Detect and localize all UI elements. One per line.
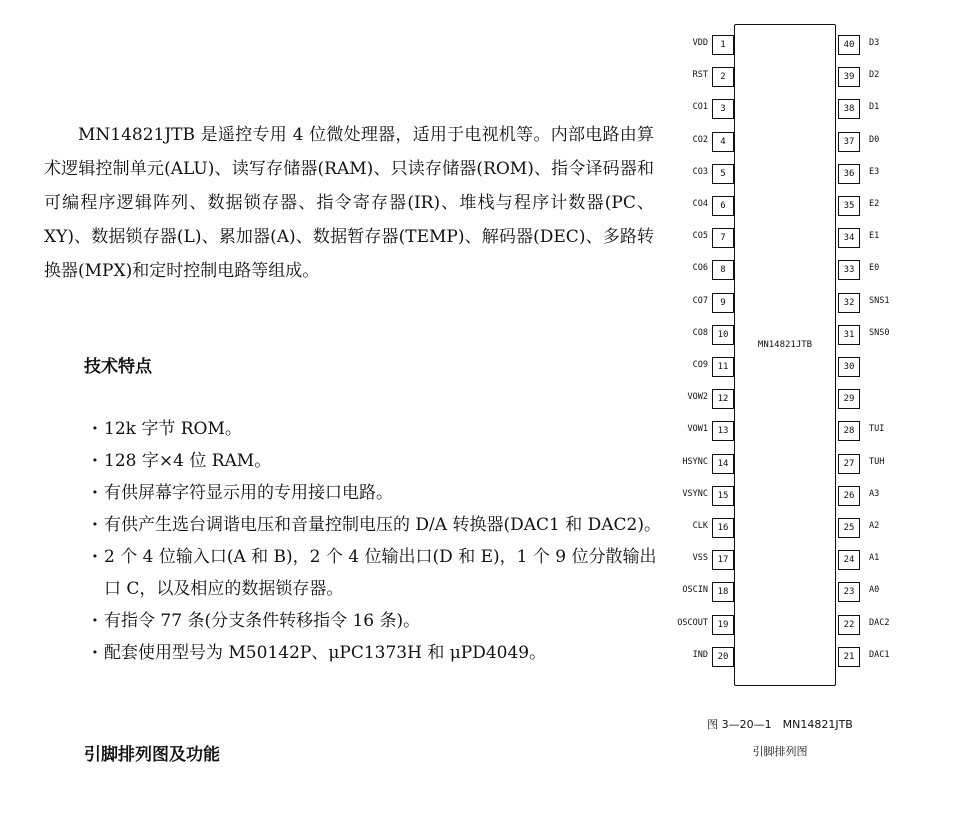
pin-name: E0 [869, 263, 880, 273]
pin-name: CO9 [692, 360, 708, 370]
pin-name: OSCIN [682, 585, 708, 595]
pin-number: 2 [712, 67, 734, 87]
figure-caption: 图 3—20—1 MN14821JTB [707, 718, 853, 731]
pin-name: CO4 [692, 199, 708, 209]
pin-number: 22 [838, 615, 860, 635]
pin-number: 16 [712, 518, 734, 538]
pin-name: A3 [869, 489, 880, 499]
pin-number: 7 [712, 228, 734, 248]
pin-name: D1 [869, 102, 880, 112]
pin-number: 28 [838, 421, 860, 441]
pin-name: CO1 [692, 102, 708, 112]
pin-number: 26 [838, 486, 860, 506]
pin-name: SNS0 [869, 328, 890, 338]
pin-name: SNS1 [869, 296, 890, 306]
pin-number: 18 [712, 582, 734, 602]
feature-item: · 有供屏幕字符显示用的专用接口电路。 [92, 477, 662, 509]
pin-name: CO3 [692, 167, 708, 177]
pin-name: VOW2 [687, 392, 708, 402]
pin-number: 20 [712, 647, 734, 667]
pin-name: VSS [692, 553, 708, 563]
pin-number: 31 [838, 325, 860, 345]
pin-number: 14 [712, 454, 734, 474]
pin-number: 35 [838, 196, 860, 216]
pin-number: 38 [838, 99, 860, 119]
pin-name: VOW1 [687, 424, 708, 434]
pin-number: 11 [712, 357, 734, 377]
pin-name: IND [692, 650, 708, 660]
pin-number: 12 [712, 389, 734, 409]
feature-item: · 配套使用型号为 M50142P、μPC1373H 和 μPD4049。 [92, 637, 662, 669]
pin-number: 40 [838, 35, 860, 55]
chip-label: MN14821JTB [757, 340, 813, 350]
pin-name: OSCOUT [677, 618, 708, 628]
pin-number: 34 [838, 228, 860, 248]
pin-number: 39 [838, 67, 860, 87]
pin-name: D3 [869, 38, 880, 48]
pin-number: 1 [712, 35, 734, 55]
pin-number: 29 [838, 389, 860, 409]
pin-number: 5 [712, 164, 734, 184]
pin-number: 8 [712, 260, 734, 280]
pin-name: CO5 [692, 231, 708, 241]
feature-item: · 2 个 4 位输入口(A 和 B)，2 个 4 位输出口(D 和 E)，1 个 9 位分散输出口 C，以及相应的数据锁存器。 [92, 541, 662, 605]
pin-number: 24 [838, 550, 860, 570]
pin-number: 27 [838, 454, 860, 474]
pin-name: TUH [869, 457, 885, 467]
section-heading-tech: 技术特点 [84, 357, 152, 377]
pin-name: HSYNC [682, 457, 708, 467]
pin-number: 30 [838, 357, 860, 377]
pin-name: DAC2 [869, 618, 890, 628]
pin-name: D0 [869, 135, 880, 145]
feature-list [92, 413, 662, 669]
pin-name: D2 [869, 70, 880, 80]
pin-number: 32 [838, 293, 860, 313]
pin-name: VDD [692, 38, 708, 48]
pin-name: CO8 [692, 328, 708, 338]
pin-name: VSYNC [682, 489, 708, 499]
pin-name: TUI [869, 424, 885, 434]
feature-item: · 128 字×4 位 RAM。 [92, 445, 662, 477]
pin-name: A2 [869, 521, 880, 531]
pin-number: 3 [712, 99, 734, 119]
feature-item: · 有供产生选台调谐电压和音量控制电压的 D/A 转换器(DAC1 和 DAC2)。 [92, 509, 662, 541]
figure-caption-sub: 引脚排列图 [752, 745, 808, 758]
pin-name: RST [692, 70, 708, 80]
pin-number: 6 [712, 196, 734, 216]
pin-name: CO6 [692, 263, 708, 273]
chip-body [734, 24, 836, 686]
pin-number: 23 [838, 582, 860, 602]
pin-number: 9 [712, 293, 734, 313]
pin-number: 36 [838, 164, 860, 184]
pin-name: E1 [869, 231, 880, 241]
pin-name: A1 [869, 553, 880, 563]
pin-name: CLK [692, 521, 708, 531]
pin-name: DAC1 [869, 650, 890, 660]
feature-item: · 有指令 77 条(分支条件转移指令 16 条)。 [92, 605, 662, 637]
pin-name: CO2 [692, 135, 708, 145]
pin-number: 17 [712, 550, 734, 570]
section-heading-pins: 引脚排列图及功能 [84, 745, 220, 765]
pin-number: 4 [712, 132, 734, 152]
pin-name: E3 [869, 167, 880, 177]
pin-name: E2 [869, 199, 880, 209]
pin-number: 19 [712, 615, 734, 635]
intro-paragraph: MN14821JTB 是遥控专用 4 位微处理器，适用于电视机等。内部电路由算术逻辑控制单元(ALU)、读写存储器(RAM)、只读存储器(ROM)、指令译码器和可编程序逻辑阵列、数据锁存器、指令寄存器(IR)、堆栈与程序计数器(PC、XY)、数据锁存器(L)、累加器(A)、数据暂存器(TEMP)、解码器(DEC)、多路转换器(MPX)和定时控制电路等组成。 [44, 125, 654, 281]
pin-name: A0 [869, 585, 880, 595]
pin-number: 10 [712, 325, 734, 345]
pin-number: 25 [838, 518, 860, 538]
feature-item: · 12k 字节 ROM。 [92, 413, 662, 445]
pin-name: CO7 [692, 296, 708, 306]
pin-number: 21 [838, 647, 860, 667]
pin-number: 37 [838, 132, 860, 152]
pin-number: 15 [712, 486, 734, 506]
pin-number: 13 [712, 421, 734, 441]
pin-number: 33 [838, 260, 860, 280]
